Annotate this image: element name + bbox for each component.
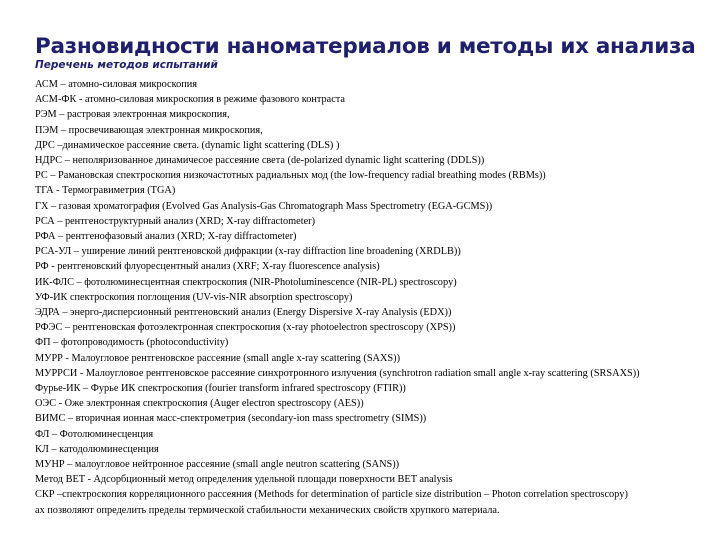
method-item: НДРС – неполяризованное динамичесое рассеяние света (de-polarized dynamic light scattering (DDLS)) (35, 155, 485, 167)
method-item: МУНР – малоугловое нейтронное рассеяние (small angle neutron scattering (SANS)) (35, 459, 400, 471)
method-item: РФ - рентгеновский флуоресцентный анализ (XRF; X-ray fluorescence analysis) (35, 261, 380, 273)
method-item: РС – Рамановская спектроскопия низкочастотных радиальных мод (the low-frequency radial breathing modes (RBMs)) (35, 170, 546, 182)
method-item: ЭДРА – энерго-дисперсионный рентгеновский анализ (Energy Dispersive X-ray Analysis (EDX)) (35, 307, 452, 319)
method-item: ТГА - Термогравиметрия (TGA) (35, 185, 176, 197)
method-item: ДРС –динамическое рассеяние света. (dynamic light scattering (DLS) ) (35, 139, 340, 151)
method-item: МУРР - Малоугловое рентгеновское рассеяние (small angle x-ray scattering (SAXS)) (35, 352, 401, 364)
method-item: КЛ – катодолюминесценция (35, 443, 159, 455)
method-item: ГХ – газовая хроматография (Evolved Gas Analysis-Gas Chromatograph Mass Spectrometry (EGA-GCMS)) (35, 200, 493, 212)
methods-list (35, 77, 685, 518)
method-item: РФЭС – рентгеновская фотоэлектронная спектроскопия (x-ray photoelectron spectroscopy (XPS)) (35, 322, 456, 334)
method-item: РСА – рентгеноструктурный анализ (XRD; X-ray diffractometer) (35, 215, 315, 227)
slide-subtitle: Перечень методов испытаний (35, 59, 218, 71)
method-item: Фурье-ИК – Фурье ИК спектроскопия (fourier transform infrared spectroscopy (FTIR)) (35, 383, 406, 395)
method-item: АСМ-ФК - атомно-силовая микроскопия в режиме фазового контраста (35, 94, 345, 106)
method-item: ВИМС – вторичная ионная масс-спектрометрия (secondary-ion mass spectrometry (SIMS)) (35, 413, 427, 425)
method-item: ФП – фотопроводимость (photoconductivity) (35, 337, 229, 349)
method-item: ОЭС - Оже электронная спектроскопия (Auger electron spectroscopy (AES)) (35, 398, 364, 410)
method-item: МУРРСИ - Малоугловое рентгеновское рассеяние синхротронного излучения (synchrotron radiation small angle x-ray scattering (SRSAXS)) (35, 367, 640, 379)
method-item: РФА – рентгенофазовый анализ (XRD; X-ray diffractometer) (35, 231, 297, 243)
method-item: РЭМ – растровая электронная микроскопия, (35, 109, 230, 121)
method-item: СКР –спектроскопия корреляционного рассеяния (Methods for determination of particle size distribution – Photon correlation spectroscopy) (35, 489, 628, 501)
method-item: АСМ – атомно-силовая микроскопия (35, 79, 197, 90)
slide-title: Разновидности наноматериалов и методы их анализа (35, 34, 696, 59)
method-item: ПЭМ – просвечивающая электронная микроскопия, (35, 124, 263, 136)
method-item: РСА-УЛ – уширение линий рентгеновской дифракции (x-ray diffraction line broadening (XRDLB)) (35, 246, 461, 258)
method-item: ФЛ – Фотолюминесценция (35, 428, 154, 440)
method-item: ИК-ФЛС – фотолюминесцентная спектроскопия (NIR-Photoluminescence (NIR-PL) spectroscopy) (35, 276, 457, 288)
method-item: УФ-ИК спектроскопия поглощения (UV-vis-NIR absorption spectroscopy) (35, 291, 353, 303)
method-item: ах позволяют определить пределы термической стабильности механических свойств хрупкого материала. (35, 504, 500, 516)
method-item: Метод BET - Адсорбционный метод определения удельной площади поверхности BET analysis (35, 474, 453, 486)
